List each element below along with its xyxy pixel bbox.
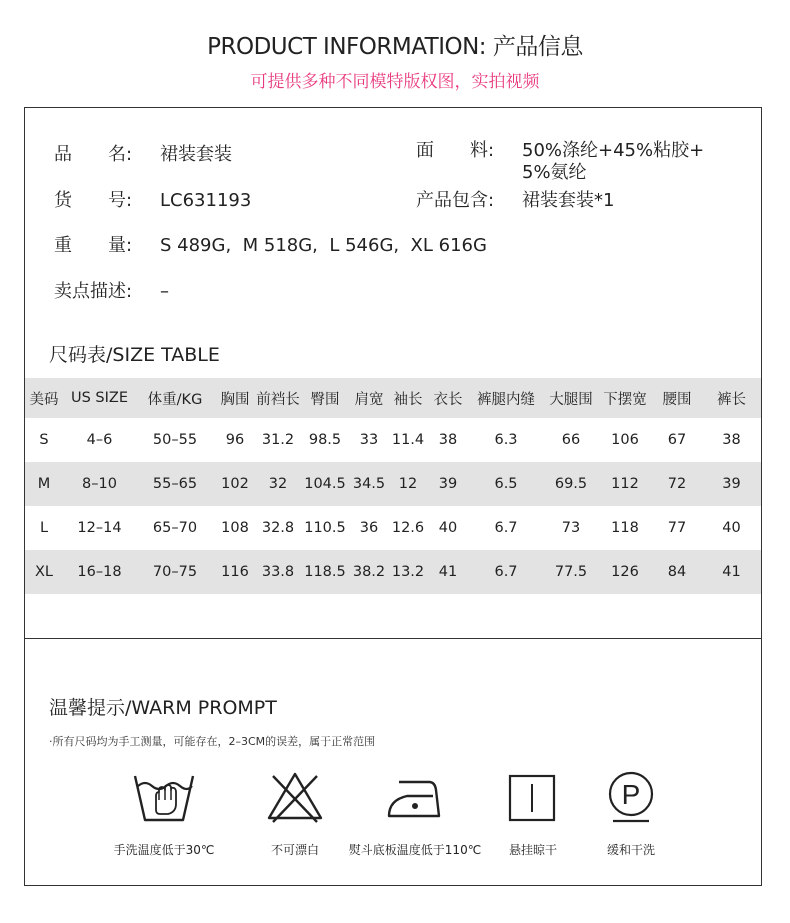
table-cell: 38 xyxy=(438,432,458,448)
care-item-iron xyxy=(335,768,495,858)
column-header: 裤腿内缝 xyxy=(468,378,544,418)
care-label: 熨斗底板温度低于110℃ xyxy=(348,843,482,857)
table-row xyxy=(25,418,761,462)
table-cell: XL xyxy=(25,550,63,594)
table-cell: 36 xyxy=(359,520,379,536)
table-cell: 77.5 xyxy=(544,550,598,594)
table-cell: L xyxy=(39,520,49,536)
table-cell: 96 xyxy=(225,432,245,448)
column-header: 下摆宽 xyxy=(598,378,652,418)
selling-label: 卖点描述: xyxy=(54,281,133,302)
column-header: 大腿围 xyxy=(544,378,598,418)
column-header: 袖长 xyxy=(388,378,428,418)
table-cell: 73 xyxy=(561,520,581,536)
column-header: 腰围 xyxy=(652,378,702,418)
table-cell: 6.7 xyxy=(468,550,544,594)
name-value: 裙装套装 xyxy=(160,144,232,165)
weight-row xyxy=(54,231,487,257)
table-cell: 67 xyxy=(667,432,687,448)
includes-value: 裙装套装*1 xyxy=(522,190,615,211)
iron-icon xyxy=(335,768,495,824)
table-cell: 40 xyxy=(722,520,741,536)
table-cell: 77 xyxy=(667,520,687,536)
table-cell: 12–14 xyxy=(77,520,122,536)
name-row xyxy=(54,140,232,166)
table-cell: 116 xyxy=(214,550,256,594)
page-title: PRODUCT INFORMATION: 产品信息 xyxy=(207,34,583,60)
size-table-header xyxy=(25,378,761,418)
table-cell: 84 xyxy=(652,550,702,594)
table-cell: 12 xyxy=(388,462,428,506)
table-cell: 98.5 xyxy=(308,432,342,448)
fabric-value-line2: 5%氨纶 xyxy=(522,162,587,183)
page-subtitle: 可提供多种不同模特版权图，实拍视频 xyxy=(250,72,540,92)
table-cell: 70–75 xyxy=(136,550,214,594)
column-header: 裤长 xyxy=(702,378,761,418)
selling-row xyxy=(54,277,169,303)
table-cell: 32.8 xyxy=(261,520,295,536)
fabric-row xyxy=(416,140,704,184)
column-header: 衣长 xyxy=(428,378,468,418)
column-header: 美码 xyxy=(25,378,63,418)
column-header: US SIZE xyxy=(63,378,136,418)
table-cell: 41 xyxy=(428,550,468,594)
code-value: LC631193 xyxy=(160,190,252,211)
dry-clean-p-icon xyxy=(581,768,681,824)
table-cell: 39 xyxy=(702,462,761,506)
info-panel xyxy=(24,107,762,886)
column-header: 臀围 xyxy=(300,378,350,418)
hand-wash-icon xyxy=(99,768,229,824)
table-cell: M xyxy=(25,462,63,506)
size-table-title: 尺码表/SIZE TABLE xyxy=(49,344,220,366)
table-cell: 39 xyxy=(428,462,468,506)
table-cell: 4–6 xyxy=(86,432,113,448)
fabric-value-line1: 50%涤纶+45%粘胶+ xyxy=(522,140,705,161)
table-cell: 112 xyxy=(598,462,652,506)
column-header: 体重/KG xyxy=(136,378,214,418)
fabric-label: 面 料: xyxy=(416,140,495,161)
care-label: 缓和干洗 xyxy=(606,843,655,857)
care-item-dry-clean xyxy=(581,768,681,858)
table-cell: S xyxy=(39,432,49,448)
table-cell: 6.3 xyxy=(494,432,518,448)
section-divider xyxy=(25,638,761,639)
svg-text:P: P xyxy=(621,779,641,810)
table-cell: 38.2 xyxy=(350,550,388,594)
weight-value: S 489G, M 518G, L 546G, XL 616G xyxy=(160,235,487,256)
table-cell: 6.7 xyxy=(494,520,518,536)
table-cell: 32 xyxy=(256,462,300,506)
table-cell: 104.5 xyxy=(300,462,350,506)
table-row xyxy=(25,550,761,594)
includes-label: 产品包含: xyxy=(416,190,495,211)
care-label: 悬挂晾干 xyxy=(508,843,557,857)
table-cell: 126 xyxy=(598,550,652,594)
care-label: 手洗温度低于30℃ xyxy=(113,843,215,857)
table-cell: 55–65 xyxy=(136,462,214,506)
table-cell: 38 xyxy=(722,432,741,448)
care-item-hang-dry xyxy=(483,768,583,858)
table-cell: 12.6 xyxy=(391,520,425,536)
column-header: 前裆长 xyxy=(256,378,300,418)
table-cell: 13.2 xyxy=(388,550,428,594)
table-cell: 34.5 xyxy=(350,462,388,506)
table-cell: 6.5 xyxy=(468,462,544,506)
warm-prompt-title: 温馨提示/WARM PROMPT xyxy=(49,697,277,719)
table-cell: 118 xyxy=(611,520,639,536)
table-cell: 33.8 xyxy=(256,550,300,594)
table-cell: 118.5 xyxy=(300,550,350,594)
table-cell: 40 xyxy=(438,520,458,536)
care-label: 不可漂白 xyxy=(270,843,319,857)
includes-row xyxy=(416,186,614,212)
table-cell: 41 xyxy=(702,550,761,594)
code-row xyxy=(54,186,251,212)
table-cell: 72 xyxy=(652,462,702,506)
size-table xyxy=(25,378,761,594)
table-cell: 102 xyxy=(214,462,256,506)
weight-label: 重 量: xyxy=(54,235,133,256)
table-cell: 66 xyxy=(561,432,581,448)
selling-value: – xyxy=(160,281,169,302)
care-item-hand-wash xyxy=(99,768,229,858)
table-cell: 16–18 xyxy=(63,550,136,594)
name-label: 品 名: xyxy=(54,144,133,165)
table-cell: 33 xyxy=(359,432,379,448)
table-cell: 50–55 xyxy=(152,432,198,448)
table-row xyxy=(25,462,761,506)
hang-dry-icon xyxy=(483,768,583,824)
table-cell: 31.2 xyxy=(261,432,295,448)
table-cell: 110.5 xyxy=(304,520,346,536)
code-label: 货 号: xyxy=(54,190,133,211)
column-header: 肩宽 xyxy=(350,378,388,418)
table-cell: 8–10 xyxy=(63,462,136,506)
table-cell: 65–70 xyxy=(152,520,198,536)
column-header: 胸围 xyxy=(214,378,256,418)
table-row xyxy=(25,506,761,550)
measurement-note: ·所有尺码均为手工测量，可能存在，2–3CM的误差，属于正常范围 xyxy=(49,735,376,748)
table-cell: 108 xyxy=(221,520,249,536)
table-cell: 106 xyxy=(611,432,639,448)
table-cell: 69.5 xyxy=(544,462,598,506)
table-cell: 11.4 xyxy=(391,432,425,448)
